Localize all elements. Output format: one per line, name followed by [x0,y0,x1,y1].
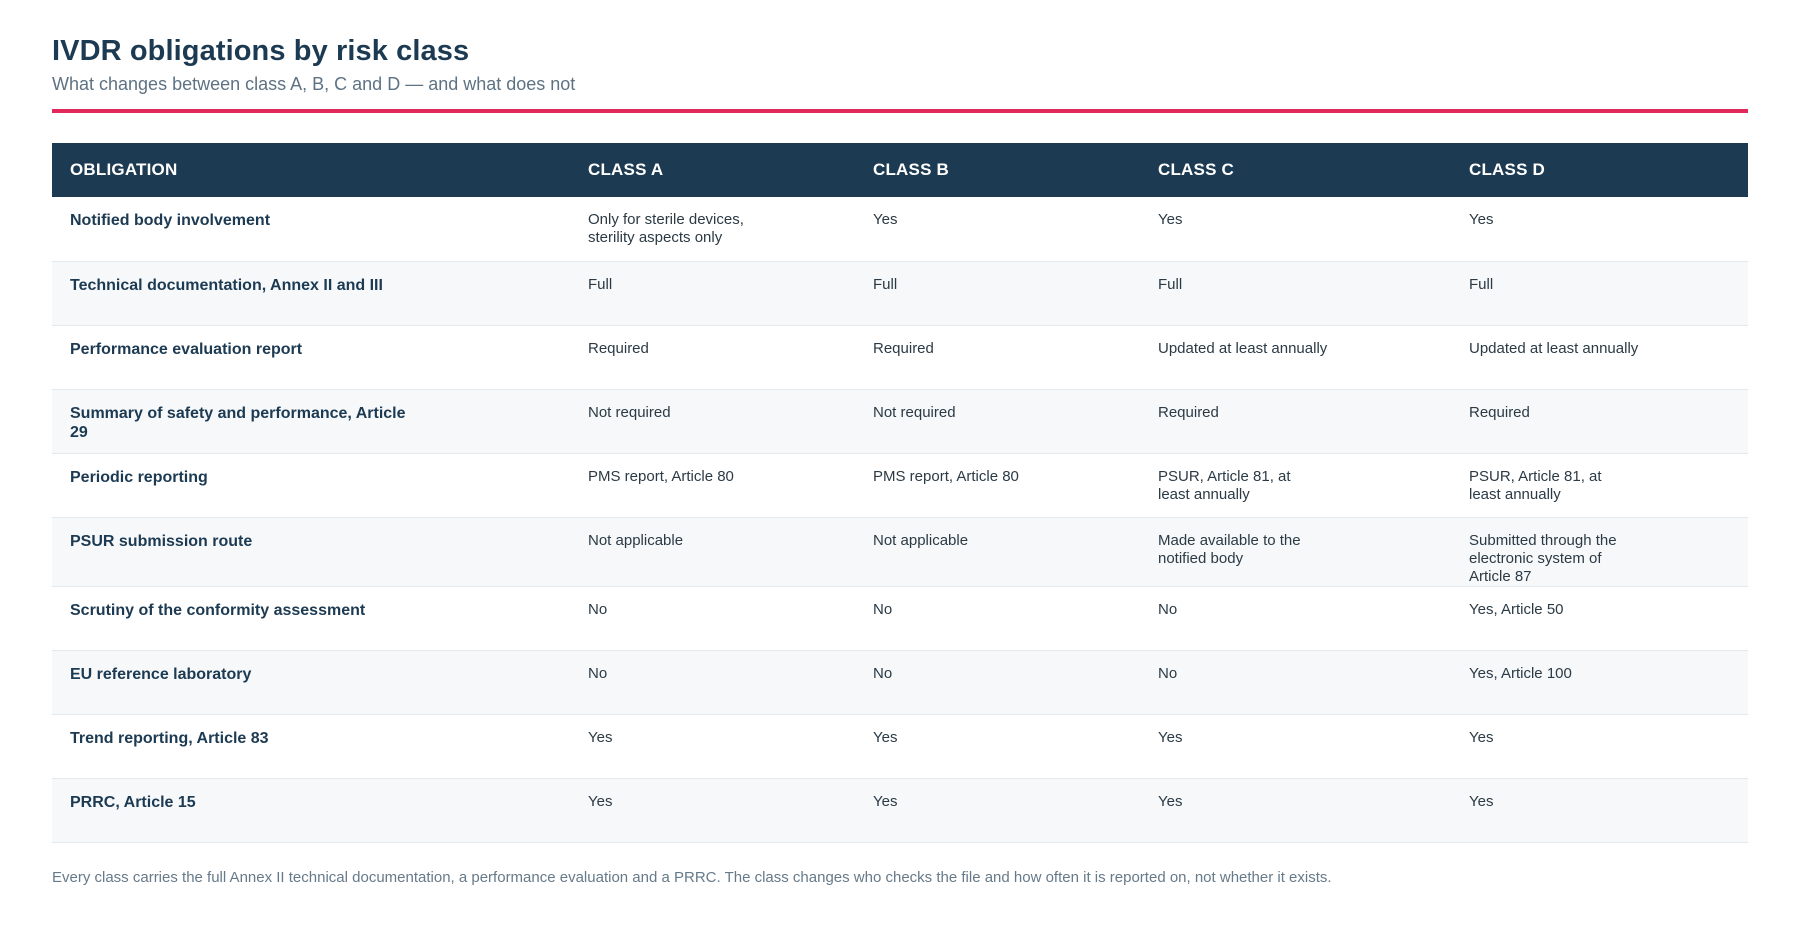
cell-value: Not required [873,403,956,421]
column-header-class-c: CLASS C [1158,160,1235,179]
cell-value: No [873,600,893,618]
class-d-cell [1451,778,1748,842]
cell-value: Yes [588,792,613,810]
cell-value: PSUR, Article 81, at least annually [1158,467,1291,503]
class-d-cell [1451,586,1748,650]
table-row [52,650,1748,714]
class-a-cell [570,778,855,842]
class-b-cell [855,778,1140,842]
cell-value: Yes [1469,792,1494,810]
table-row [52,261,1748,325]
accent-divider [52,109,1748,113]
obligations-table [52,143,1748,843]
cell-value: Yes [873,728,898,746]
cell-value: Updated at least annually [1469,339,1639,357]
cell-value: Required [1469,403,1530,421]
cell-value: Not required [588,403,671,421]
page-title: IVDR obligations by risk class [52,35,470,67]
cell-value: Yes [1469,211,1494,228]
table-row [52,778,1748,842]
class-d-cell [1451,261,1748,325]
obligation-cell: Notified body involvement [52,197,570,261]
obligation-cell: Technical documentation, Annex II and III [52,261,570,325]
class-c-cell [1140,197,1451,261]
obligation-cell: Trend reporting, Article 83 [52,714,570,778]
class-a-cell [570,261,855,325]
class-c-cell [1140,714,1451,778]
class-a-cell [570,197,855,261]
table-row [52,197,1748,261]
class-b-cell [855,586,1140,650]
cell-value: Required [588,339,649,357]
cell-value: Yes [1158,211,1183,228]
column-header-obligation: OBLIGATION [70,160,178,179]
class-b-cell [855,453,1140,517]
cell-value: Required [873,339,934,357]
column-header-class-a: CLASS A [588,160,664,179]
class-b-cell [855,714,1140,778]
obligation-cell: Performance evaluation report [52,325,570,389]
class-c-cell [1140,778,1451,842]
cell-value: PMS report, Article 80 [588,467,734,485]
cell-value: Not applicable [873,531,969,549]
obligation-cell: PRRC, Article 15 [52,778,570,842]
class-d-cell [1451,453,1748,517]
cell-value: No [588,600,608,618]
cell-value: PSUR, Article 81, at least annually [1469,467,1602,503]
class-d-cell [1451,325,1748,389]
class-a-cell [570,389,855,453]
cell-value: Required [1158,403,1219,421]
cell-value: No [873,664,893,682]
class-b-cell [855,325,1140,389]
cell-value: Yes [873,211,898,228]
class-a-cell [570,517,855,586]
cell-value: Full [1469,275,1494,293]
cell-value: No [1158,664,1178,682]
class-c-cell [1140,325,1451,389]
class-b-cell [855,389,1140,453]
class-c-cell [1140,586,1451,650]
column-header-class-d: CLASS D [1469,160,1546,179]
class-b-cell [855,650,1140,714]
table-header-row [52,143,1748,197]
footnote: Every class carries the full Annex II technical documentation, a performance evaluation and a PRRC. The class changes who checks the file and how often it is reported on, not whether it exists. [52,868,1332,886]
class-a-cell [570,453,855,517]
cell-value: Yes [588,728,613,746]
class-d-cell [1451,650,1748,714]
class-c-cell [1140,453,1451,517]
cell-value: Full [873,275,898,293]
class-a-cell [570,586,855,650]
cell-value: Yes [1158,792,1183,810]
table-row [52,586,1748,650]
page-subtitle: What changes between class A, B, C and D — and what does not [52,74,576,94]
cell-value: Yes [1469,728,1494,746]
table-row [52,517,1748,586]
class-a-cell [570,714,855,778]
cell-value: Yes [1158,728,1183,746]
class-b-cell [855,261,1140,325]
cell-value: Only for sterile devices, sterility aspects only [588,211,744,246]
cell-value: Yes [873,792,898,810]
table-row [52,453,1748,517]
obligation-cell: Scrutiny of the conformity assessment [52,586,570,650]
class-d-cell [1451,517,1748,586]
cell-value: Full [1158,275,1183,293]
obligation-cell: Summary of safety and performance, Article 29 [52,389,570,453]
cell-value: Not applicable [588,531,684,549]
cell-value: No [1158,600,1178,618]
class-b-cell [855,197,1140,261]
cell-value: PMS report, Article 80 [873,467,1019,485]
cell-value: Full [588,275,613,293]
cell-value: Submitted through the electronic system of Article 87 [1469,531,1617,585]
class-c-cell [1140,517,1451,586]
cell-value: Yes, Article 100 [1469,664,1572,682]
table-row [52,325,1748,389]
class-c-cell [1140,650,1451,714]
table-row [52,714,1748,778]
obligation-cell: Periodic reporting [52,453,570,517]
cell-value: No [588,664,608,682]
cell-value: Updated at least annually [1158,339,1328,357]
obligation-cell: PSUR submission route [52,517,570,586]
class-d-cell [1451,714,1748,778]
class-c-cell [1140,261,1451,325]
table-row [52,389,1748,453]
cell-value: Yes, Article 50 [1469,600,1564,618]
class-d-cell [1451,389,1748,453]
class-c-cell [1140,389,1451,453]
cell-value: Made available to the notified body [1158,531,1301,567]
column-header-class-b: CLASS B [873,160,950,179]
class-b-cell [855,517,1140,586]
obligation-cell: EU reference laboratory [52,650,570,714]
class-a-cell [570,650,855,714]
class-a-cell [570,325,855,389]
class-d-cell [1451,197,1748,261]
